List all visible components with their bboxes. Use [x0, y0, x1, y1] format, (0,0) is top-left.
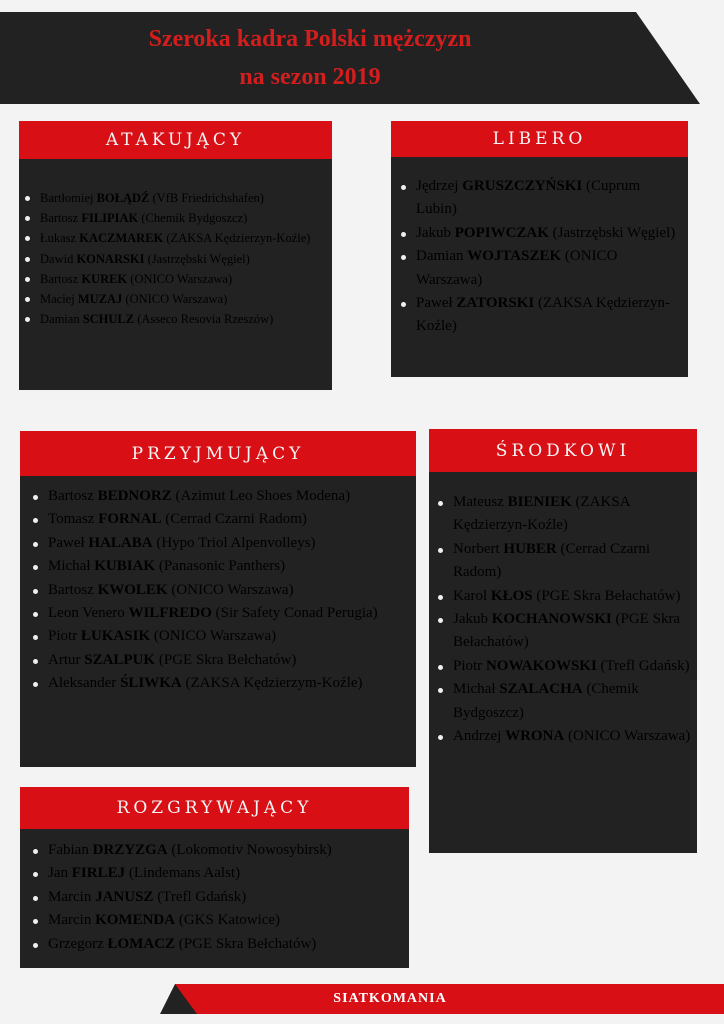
player-item	[435, 538, 693, 585]
player-first-name: Leon Venero	[48, 605, 125, 622]
rozgrywajacy-list	[30, 839, 406, 956]
player-item	[22, 269, 330, 289]
libero-list	[398, 175, 682, 339]
player-first-name: Bartosz	[40, 271, 79, 286]
player-last-name: HUBER	[503, 540, 557, 557]
player-last-name: WRONA	[505, 728, 565, 745]
player-first-name: Paweł	[416, 295, 453, 312]
player-first-name: Jan	[48, 865, 68, 882]
player-last-name: KOMENDA	[95, 912, 176, 929]
player-item	[22, 208, 330, 228]
player-last-name: WILFREDO	[128, 605, 212, 622]
player-item	[398, 245, 682, 292]
player-item	[435, 491, 693, 538]
player-club: (Chemik Bydgoszcz)	[453, 681, 639, 721]
player-club: (PGE Skra Bełchatów)	[158, 651, 297, 668]
player-club: (ONICO Warszawa)	[130, 271, 233, 286]
player-club: (Cerrad Czarni Radom)	[165, 511, 307, 528]
player-item	[30, 555, 414, 578]
player-last-name: WOJTASZEK	[467, 248, 562, 265]
player-first-name: Jakub	[416, 224, 451, 241]
player-first-name: Marcin	[48, 888, 92, 905]
player-last-name: POPIWCZAK	[454, 224, 549, 241]
player-item	[30, 625, 414, 648]
player-last-name: DRZYZGA	[92, 842, 168, 858]
player-last-name: FILIPIAK	[81, 211, 139, 226]
player-first-name: Marcin	[48, 912, 92, 929]
player-first-name: Mateusz	[453, 494, 504, 510]
player-last-name: ŁUKASIK	[80, 628, 151, 645]
player-item	[22, 289, 330, 309]
footer-brand: SIATKOMANIA	[333, 991, 447, 1006]
player-item	[30, 579, 414, 602]
player-item	[30, 672, 414, 695]
przyjmujacy-heading: PRZYJMUJĄCY	[20, 431, 416, 476]
page-title-line-2: na sezon 2019	[239, 64, 381, 90]
player-club: (Cuprum Lubin)	[416, 178, 641, 218]
player-first-name: Norbert	[453, 540, 500, 557]
player-first-name: Michał	[48, 558, 91, 575]
player-item	[22, 309, 330, 329]
player-last-name: SZALACHA	[499, 681, 583, 698]
player-last-name: FIRLEJ	[71, 865, 126, 882]
player-last-name: FORNAL	[98, 511, 162, 528]
rozgrywajacy-heading: ROZGRYWAJĄCY	[20, 787, 409, 829]
player-last-name: ŁOMACZ	[107, 935, 176, 952]
player-first-name: Jędrzej	[416, 178, 459, 194]
player-first-name: Aleksander	[48, 675, 117, 692]
player-first-name: Fabian	[48, 842, 89, 858]
player-item	[30, 862, 406, 885]
player-last-name: BOŁĄDŹ	[96, 191, 150, 205]
player-item	[30, 485, 414, 508]
player-last-name: KOCHANOWSKI	[491, 611, 612, 628]
player-last-name: NOWAKOWSKI	[485, 657, 597, 674]
player-club: (ONICO Warszawa)	[567, 728, 691, 745]
player-last-name: BIENIEK	[507, 494, 572, 510]
player-item	[435, 678, 693, 725]
player-club: (Cerrad Czarni Radom)	[453, 540, 651, 581]
player-club: (Hypo Triol Alpenvolleys)	[156, 534, 316, 551]
player-item	[435, 725, 693, 748]
player-club: (ZAKSA Kędzierzym-Koźle)	[185, 675, 363, 692]
player-item	[30, 909, 406, 932]
player-last-name: KUREK	[81, 271, 128, 286]
player-club: (ZAKSA Kędzierzyn-Koźle)	[416, 295, 671, 335]
atakujacy-heading: ATAKUJĄCY	[19, 121, 332, 159]
player-first-name: Tomasz	[48, 511, 95, 528]
player-item	[398, 222, 682, 245]
player-club: (ONICO Warszawa)	[153, 628, 277, 645]
player-last-name: HALABA	[88, 534, 153, 551]
player-item	[435, 585, 693, 608]
player-last-name: JANUSZ	[95, 888, 154, 905]
player-last-name: BEDNORZ	[97, 488, 172, 504]
player-club: (Azimut Leo Shoes Modena)	[175, 488, 351, 504]
player-last-name: KWOLEK	[97, 581, 168, 598]
player-item	[22, 188, 330, 208]
srodkowi-list	[435, 491, 693, 748]
player-last-name: GRUSZCZYŃSKI	[462, 178, 583, 194]
player-item	[30, 508, 414, 531]
player-club: (ONICO Warszawa)	[416, 248, 618, 288]
player-first-name: Paweł	[48, 534, 85, 551]
player-first-name: Jakub	[453, 611, 488, 628]
player-first-name: Bartosz	[48, 488, 94, 504]
player-club: (ZAKSA Kędzierzyn-Koźle)	[453, 494, 630, 534]
player-last-name: KACZMAREK	[79, 231, 164, 246]
page-title-line-1: Szeroka kadra Polski mężczyzn	[148, 26, 472, 52]
libero-heading: LIBERO	[391, 121, 688, 157]
player-first-name: Damian	[416, 248, 464, 265]
player-club: (PGE Skra Bełachatów)	[536, 587, 681, 604]
player-item	[398, 175, 682, 222]
player-first-name: Andrzej	[453, 728, 502, 745]
player-last-name: SZALPUK	[84, 651, 156, 668]
player-club: (ZAKSA Kędzierzyn-Koźle)	[166, 231, 311, 246]
player-club: (ONICO Warszawa)	[125, 292, 228, 307]
player-club: (VfB Friedrichshafen)	[152, 191, 264, 205]
player-first-name: Grzegorz	[48, 935, 104, 952]
player-last-name: SCHULZ	[82, 312, 135, 327]
player-club: (PGE Skra Bełchatów)	[178, 935, 317, 952]
player-first-name: Artur	[48, 651, 81, 668]
player-club: (Trefl Gdańsk)	[600, 657, 690, 674]
przyjmujacy-list	[30, 485, 414, 696]
player-item	[435, 655, 693, 678]
player-club: (Jastrzębski Węgiel)	[552, 224, 676, 241]
player-item	[435, 608, 693, 655]
player-first-name: Piotr	[48, 628, 78, 645]
player-first-name: Piotr	[453, 657, 483, 674]
player-last-name: KŁOS	[490, 587, 533, 604]
player-last-name: KUBIAK	[94, 558, 156, 575]
player-last-name: MUZAJ	[77, 292, 123, 307]
player-club: (Chemik Bydgoszcz)	[141, 211, 248, 226]
player-first-name: Bartosz	[40, 211, 79, 226]
player-club: (Panasonic Panthers)	[158, 558, 286, 575]
player-club: (Trefl Gdańsk)	[157, 888, 247, 905]
player-club: (PGE Skra Bełachatów)	[453, 611, 681, 651]
atakujacy-list	[22, 188, 330, 329]
player-last-name: ŚLIWKA	[120, 675, 182, 692]
player-club: (Lokomotiv Nowosybirsk)	[171, 842, 332, 858]
player-item	[22, 249, 330, 269]
player-item	[398, 292, 682, 339]
player-item	[30, 839, 406, 862]
player-club: (GKS Katowice)	[178, 912, 281, 929]
player-first-name: Bartosz	[48, 581, 94, 598]
player-item	[22, 228, 330, 248]
srodkowi-heading: ŚRODKOWI	[429, 429, 697, 472]
player-first-name: Bartłomiej	[40, 191, 94, 205]
player-last-name: ZATORSKI	[456, 295, 535, 312]
player-first-name: Karol	[453, 587, 488, 604]
player-club: (Asseco Resovia Rzeszów)	[137, 312, 274, 327]
player-club: (Sir Safety Conad Perugia)	[215, 605, 378, 622]
player-item	[30, 649, 414, 672]
player-club: (Jastrzębski Węgiel)	[147, 251, 250, 266]
player-item	[30, 933, 406, 956]
player-item	[30, 886, 406, 909]
player-club: (Lindemans Aalst)	[128, 865, 241, 882]
player-item	[30, 602, 414, 625]
player-last-name: KONARSKI	[76, 251, 145, 266]
player-club: (ONICO Warszawa)	[171, 581, 294, 598]
player-first-name: Damian	[40, 312, 80, 327]
player-item	[30, 532, 414, 555]
player-first-name: Maciej	[40, 292, 75, 307]
player-first-name: Łukasz	[40, 231, 77, 246]
player-first-name: Dawid	[40, 251, 74, 266]
player-first-name: Michał	[453, 681, 496, 698]
